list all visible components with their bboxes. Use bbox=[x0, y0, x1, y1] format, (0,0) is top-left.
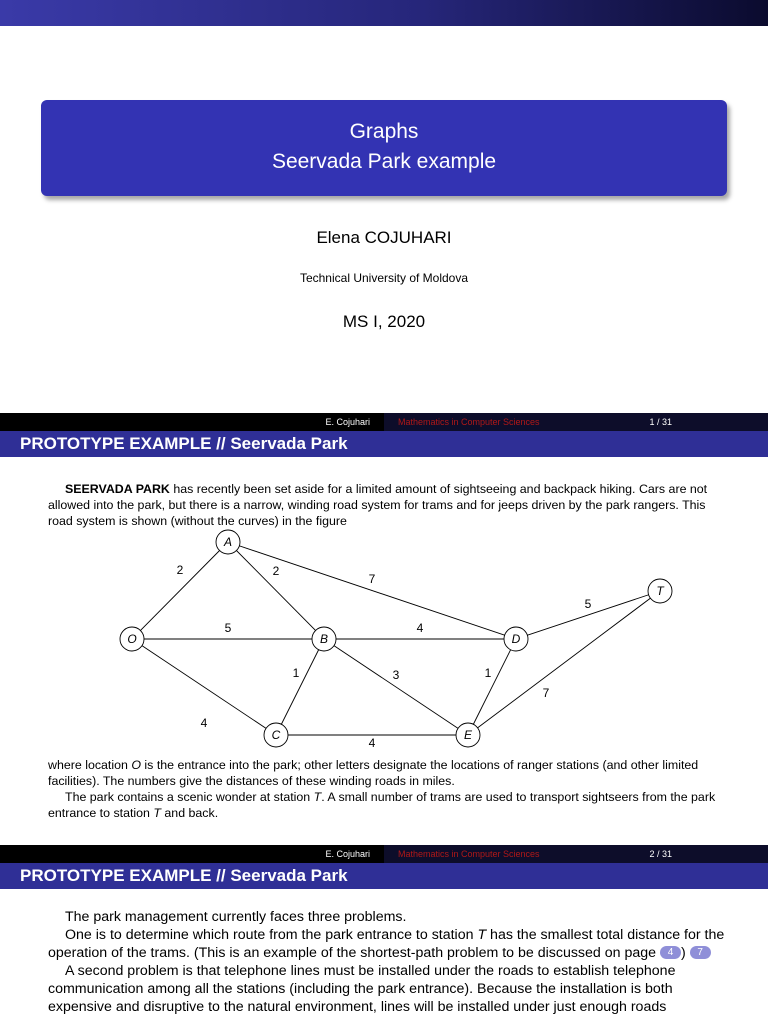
edge-weight-label: 4 bbox=[416, 621, 424, 636]
edge-weight-label: 2 bbox=[272, 564, 280, 579]
intro-paragraph bbox=[48, 481, 728, 529]
description-paragraph bbox=[48, 757, 728, 821]
footer-author: E. Cojuhari bbox=[325, 849, 370, 859]
scenic-text-3: and back. bbox=[160, 806, 219, 820]
top-gradient-bar bbox=[0, 0, 768, 26]
edge-b-c bbox=[276, 639, 324, 735]
node-label: A bbox=[223, 535, 233, 550]
problems-paragraph bbox=[48, 908, 728, 1016]
desc-text-2: is the entrance into the park; other letters designate the locations of ranger stations (and other limited facilities). The numbers give the distances of these winding roads in miles. bbox=[48, 758, 699, 788]
scenic-var-t2: T bbox=[153, 806, 161, 820]
node-label: C bbox=[271, 728, 281, 743]
problem2-text: A second problem is that telephone lines must be installed under the roads to establish telephone communication among all the stations (including the park entrance). Because the installation is both expensive and disruptive to the natural environment, lines will be installed under just enough roads bbox=[48, 963, 676, 1015]
road-network-graph bbox=[0, 525, 768, 755]
edge-weight-label: 3 bbox=[392, 668, 400, 683]
edge-b-e bbox=[324, 639, 468, 735]
node-label: D bbox=[511, 632, 521, 647]
problem1-text-2: has the smallest total distance for the operation of the trams. (This is an example of the shortest-path problem to be discussed on page bbox=[48, 927, 725, 961]
problem1-close: ) bbox=[680, 945, 686, 961]
frame-title: PROTOTYPE EXAMPLE // Seervada Park bbox=[0, 863, 768, 889]
footer-author: E. Cojuhari bbox=[325, 417, 370, 427]
author-name: Elena COJUHARI bbox=[316, 228, 452, 247]
desc-text-1: where location bbox=[48, 758, 132, 772]
edge-weight-label: 5 bbox=[584, 597, 592, 612]
page-link-pill[interactable]: 7 bbox=[690, 946, 711, 959]
scenic-text-1: The park contains a scenic wonder at station bbox=[65, 790, 314, 804]
edge-o-a bbox=[132, 542, 228, 639]
problems-intro: The park management currently faces three problems. bbox=[65, 909, 407, 925]
footer-page-number: 2 / 31 bbox=[649, 849, 672, 859]
edge-weight-label: 1 bbox=[484, 666, 492, 681]
footer-course[interactable]: Mathematics in Computer Sciences bbox=[398, 849, 540, 859]
title-box bbox=[41, 100, 727, 196]
footer-bar-1 bbox=[0, 413, 768, 431]
node-label: T bbox=[656, 584, 664, 599]
edge-weight-label: 1 bbox=[292, 666, 300, 681]
frame-title: PROTOTYPE EXAMPLE // Seervada Park bbox=[0, 431, 768, 457]
edge-e-t bbox=[468, 591, 660, 735]
edge-a-b bbox=[228, 542, 324, 639]
footer-page-number: 1 / 31 bbox=[649, 417, 672, 427]
edge-d-e bbox=[468, 639, 516, 735]
park-name: SEERVADA PARK bbox=[65, 482, 170, 496]
node-label: B bbox=[319, 632, 329, 647]
scenic-text-2: . A small number of trams are used to transport sightseers from the park entrance to station bbox=[48, 790, 716, 820]
edge-a-d bbox=[228, 542, 516, 639]
title-line-1: Graphs bbox=[349, 120, 419, 143]
node-label: O bbox=[127, 632, 137, 647]
problem1-var-t: T bbox=[477, 927, 487, 943]
edge-weight-label: 2 bbox=[176, 563, 184, 578]
page-link-pill[interactable]: 4 bbox=[660, 946, 681, 959]
scenic-var-t: T bbox=[313, 790, 322, 804]
desc-var-o: O bbox=[131, 758, 141, 772]
date-label: MS I, 2020 bbox=[342, 312, 426, 331]
edge-weight-label: 4 bbox=[368, 736, 376, 751]
footer-bar-2 bbox=[0, 845, 768, 863]
edge-weight-label: 4 bbox=[200, 716, 208, 731]
edge-weight-label: 7 bbox=[542, 686, 550, 701]
edge-weight-label: 5 bbox=[224, 621, 232, 636]
node-label: E bbox=[463, 728, 473, 743]
footer-course[interactable]: Mathematics in Computer Sciences bbox=[398, 417, 540, 427]
institute: Technical University of Moldova bbox=[299, 271, 469, 285]
intro-text: has recently been set aside for a limited amount of sightseeing and backpack hiking. Cars are not allowed into the park, but there is a narrow, winding road system for trams and for jeeps driven by the park rangers. This road system is shown (without the curves) in the figure bbox=[48, 482, 708, 528]
title-line-2: Seervada Park example bbox=[271, 150, 497, 173]
edge-weight-label: 7 bbox=[368, 572, 376, 587]
problem1-text-1: One is to determine which route from the park entrance to station bbox=[65, 927, 478, 943]
